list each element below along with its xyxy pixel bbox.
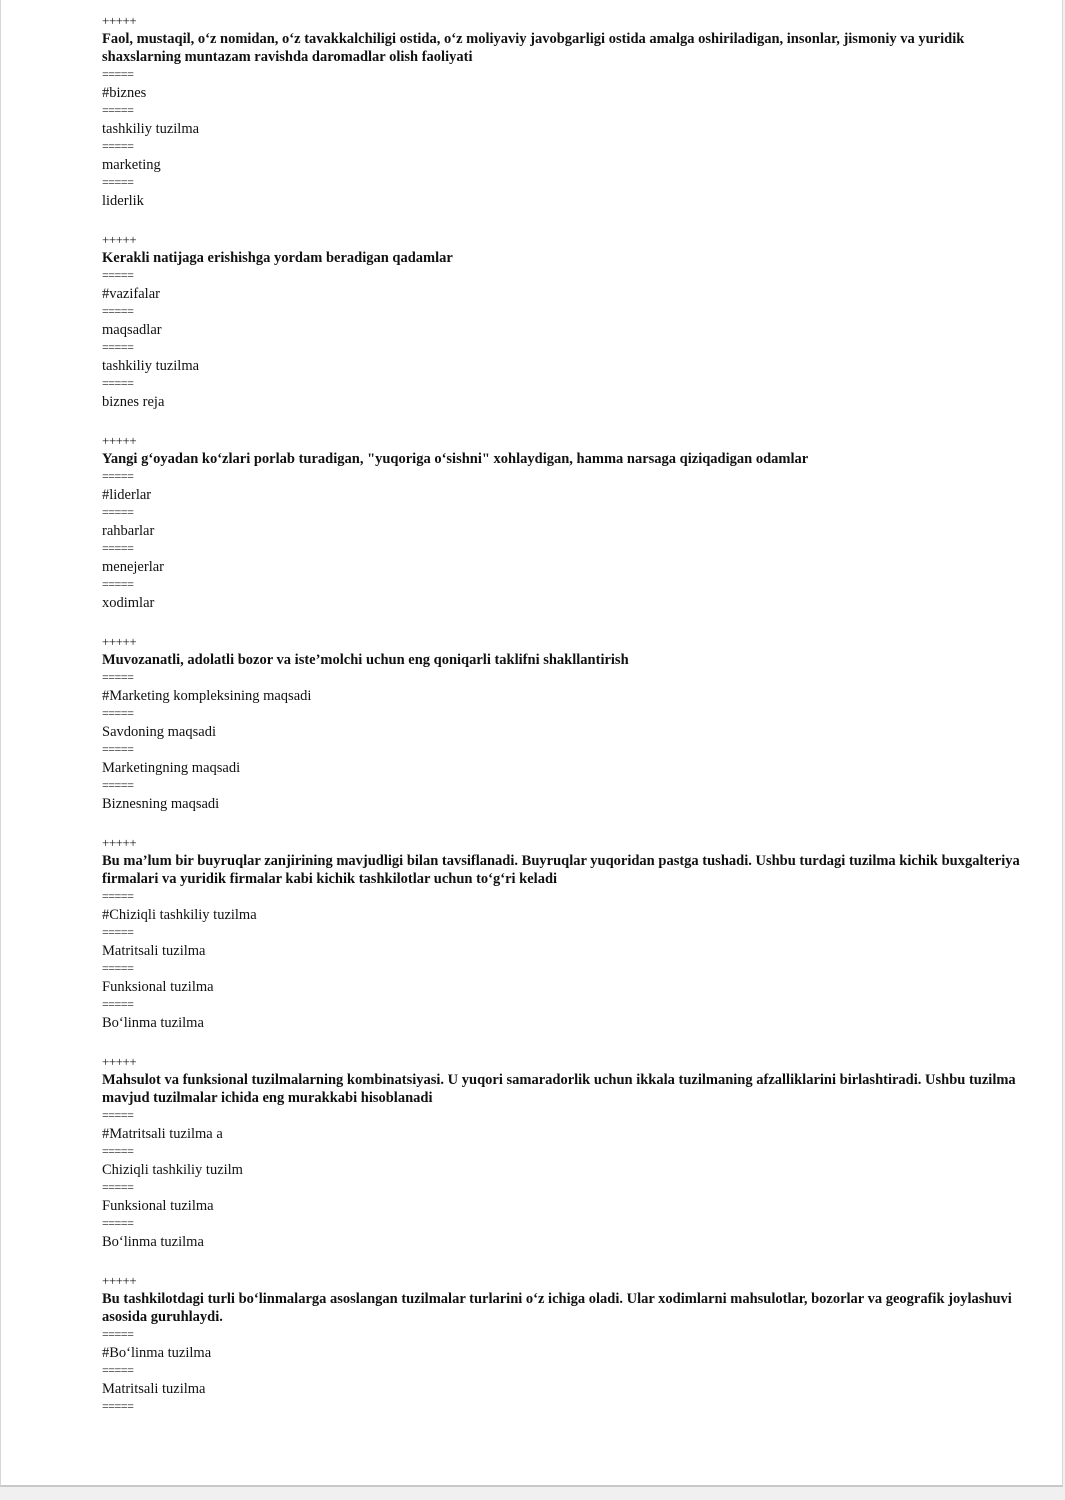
answer-option-correct: #Chiziqli tashkiliy tuzilma <box>102 907 257 923</box>
option-separator: ===== <box>102 671 134 683</box>
document-content <box>102 12 1037 1433</box>
option-separator: ===== <box>102 68 134 80</box>
question-text: Faol, mustaqil, o‘z nomidan, o‘z tavakkalchiligi ostida, o‘z moliyaviy javobgarligi ostida amalga oshiriladigan, insonlar, jismoniy va yuridik shaxslarning muntazam ravishda daromadlar olish faoliyati <box>102 31 965 65</box>
answer-option-correct: #liderlar <box>102 487 152 503</box>
answer-option: menejerlar <box>102 559 164 575</box>
question-marker: +++++ <box>102 232 137 247</box>
answer-option: Bo‘linma tuzilma <box>102 1234 204 1250</box>
answer-option: Savdoning maqsadi <box>102 724 216 740</box>
answer-option: tashkiliy tuzilma <box>102 121 200 137</box>
option-separator: ===== <box>102 743 134 755</box>
answer-option: maqsadlar <box>102 322 162 338</box>
option-separator: ===== <box>102 1145 134 1157</box>
question-marker: +++++ <box>102 835 137 850</box>
question-text: Mahsulot va funksional tuzilmalarning kombinatsiyasi. U yuqori samaradorlik uchun ikkala tuzilmaning afzalliklarini birlashtiradi. Ushbu tuzilma mavjud tuzilmalar ichida eng murakkabi hisoblanadi <box>102 1072 1016 1106</box>
answer-option: xodimlar <box>102 595 155 611</box>
answer-option: Matritsali tuzilma <box>102 1381 206 1397</box>
option-separator: ===== <box>102 140 134 152</box>
question-text: Bu tashkilotdagi turli bo‘linmalarga asoslangan tuzilmalar turlarini o‘z ichiga oladi. Ular xodimlarni mahsulotlar, bozorlar va geografik joylashuvi asosida guruhlaydi. <box>102 1291 1012 1325</box>
answer-option: Funksional tuzilma <box>102 979 214 995</box>
option-separator: ===== <box>102 1400 134 1412</box>
option-separator: ===== <box>102 890 134 902</box>
question-text: Yangi g‘oyadan ko‘zlari porlab turadigan, "yuqoriga o‘sishni" xohlaydigan, hamma narsaga qiziqadigan odamlar <box>102 451 809 467</box>
option-separator: ===== <box>102 962 134 974</box>
question-text: Bu ma’lum bir buyruqlar zanjirining mavjudligi bilan tavsiflanadi. Buyruqlar yuqoridan pastga tushadi. Ushbu turdagi tuzilma kichik buxgalteriya firmalari va yuridik firmalar kabi kichik tashkilotlar uchun to‘g‘ri keladi <box>102 853 1020 887</box>
option-separator: ===== <box>102 1181 134 1193</box>
question-text: Kerakli natijaga erishishga yordam beradigan qadamlar <box>102 250 453 266</box>
question-block <box>102 1053 1037 1251</box>
option-separator: ===== <box>102 779 134 791</box>
answer-option-correct: #Matritsali tuzilma a <box>102 1126 223 1142</box>
answer-option: Biznesning maqsadi <box>102 796 220 812</box>
answer-option-correct: #biznes <box>102 85 147 101</box>
question-marker: +++++ <box>102 13 137 28</box>
answer-option: biznes reja <box>102 394 165 410</box>
answer-option: marketing <box>102 157 161 173</box>
option-separator: ===== <box>102 1364 134 1376</box>
answer-option: rahbarlar <box>102 523 155 539</box>
option-separator: ===== <box>102 998 134 1010</box>
question-marker: +++++ <box>102 1054 137 1069</box>
option-separator: ===== <box>102 470 134 482</box>
question-block <box>102 834 1037 1032</box>
option-separator: ===== <box>102 506 134 518</box>
option-separator: ===== <box>102 707 134 719</box>
option-separator: ===== <box>102 578 134 590</box>
question-marker: +++++ <box>102 1273 137 1288</box>
option-separator: ===== <box>102 377 134 389</box>
option-separator: ===== <box>102 176 134 188</box>
question-block <box>102 231 1037 411</box>
answer-option: Marketingning maqsadi <box>102 760 241 776</box>
option-separator: ===== <box>102 926 134 938</box>
answer-option: Chiziqli tashkiliy tuzilm <box>102 1162 243 1178</box>
question-text: Muvozanatli, adolatli bozor va iste’molchi uchun eng qoniqarli taklifni shakllantirish <box>102 652 629 668</box>
question-block <box>102 12 1037 210</box>
option-separator: ===== <box>102 269 134 281</box>
answer-option: Matritsali tuzilma <box>102 943 206 959</box>
answer-option-correct: #Marketing kompleksining maqsadi <box>102 688 312 704</box>
option-separator: ===== <box>102 341 134 353</box>
answer-option: Bo‘linma tuzilma <box>102 1015 204 1031</box>
question-marker: +++++ <box>102 433 137 448</box>
option-separator: ===== <box>102 542 134 554</box>
answer-option: liderlik <box>102 193 144 209</box>
question-marker: +++++ <box>102 634 137 649</box>
answer-option: tashkiliy tuzilma <box>102 358 200 374</box>
question-block <box>102 1272 1037 1412</box>
answer-option-correct: #vazifalar <box>102 286 160 302</box>
option-separator: ===== <box>102 104 134 116</box>
question-block <box>102 432 1037 612</box>
option-separator: ===== <box>102 1217 134 1229</box>
option-separator: ===== <box>102 305 134 317</box>
answer-option: Funksional tuzilma <box>102 1198 214 1214</box>
option-separator: ===== <box>102 1109 134 1121</box>
question-block <box>102 633 1037 813</box>
option-separator: ===== <box>102 1328 134 1340</box>
answer-option-correct: #Bo‘linma tuzilma <box>102 1345 212 1361</box>
